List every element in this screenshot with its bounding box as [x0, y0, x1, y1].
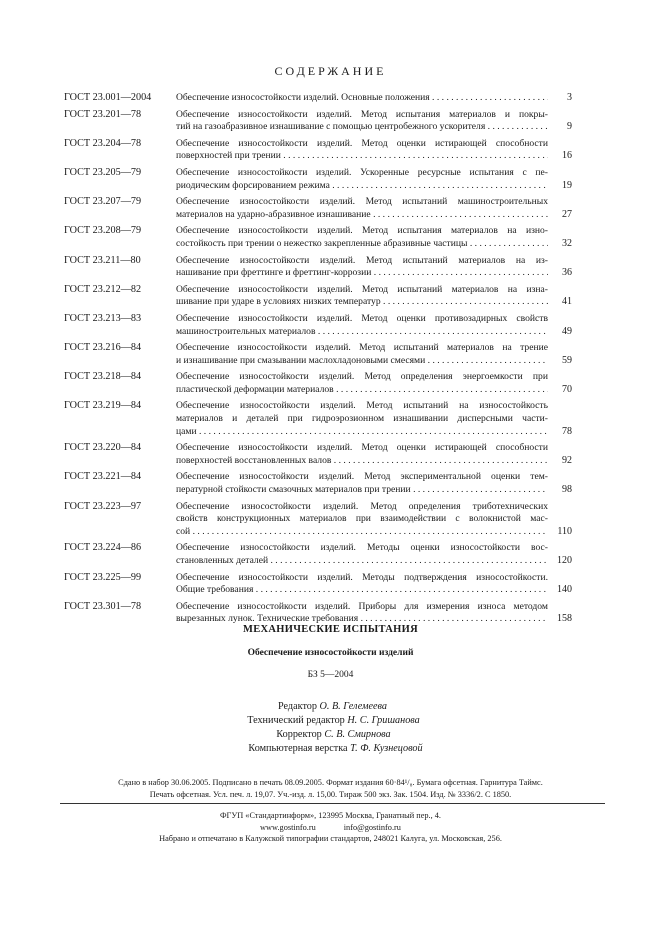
toc-entry [64, 313, 572, 338]
toc-entry-page: 98 [562, 484, 572, 496]
toc-entry [64, 442, 572, 467]
toc-entry-title-line: пластической деформации материалов . . . [176, 384, 548, 397]
toc-entry [64, 255, 572, 280]
toc-entry [64, 501, 572, 539]
toc-entry-code: ГОСТ 23.223—97 [64, 500, 142, 512]
toc-entry-title-line: материалов на ударно-абразивное изнашивание . . . [176, 209, 548, 222]
toc-entry-title-line: Обеспечение износостойкости изделий. Метод оценки истирающей способности [176, 442, 548, 454]
toc-entry-title-line: вырезанных лунок. Технические требования . . . [176, 613, 548, 626]
credit-name: О. В. Гелемеева [319, 701, 387, 712]
publisher-info [0, 810, 661, 845]
toc-entry [64, 400, 572, 438]
toc-entry-code: ГОСТ 23.001—2004 [64, 92, 152, 103]
section-subtitle: Обеспечение износостойкости изделий [247, 648, 414, 658]
toc-entry-title-line: Обеспечение износостойкости изделий. Метод испытания материалов и покры- [176, 108, 548, 120]
toc-entry-title-line: Обеспечение износостойкости изделий. Метод оценки истирающей способности [176, 137, 548, 149]
toc-entry-title-line: Обеспечение износостойкости изделий. Методы подтверждения износостойкости. [176, 571, 548, 583]
toc-entry-page: 110 [557, 525, 572, 537]
toc-entry-code: ГОСТ 23.205—79 [64, 166, 142, 178]
toc-entry-title-line: машиностроительных материалов . . . [176, 326, 548, 339]
toc-entry-title [176, 167, 548, 192]
toc-entry-title [176, 371, 548, 396]
table-of-contents [64, 92, 572, 630]
toc-entry [64, 92, 572, 105]
toc-entry-title [176, 225, 548, 250]
toc-entry-title-line: Обеспечение износостойкости изделий. Методы оценки износостойкости вос- [176, 542, 548, 554]
toc-entry [64, 196, 572, 221]
toc-entry [64, 138, 572, 163]
toc-entry-title-line: сой . . . [176, 526, 548, 539]
toc-entry-title-line: Обеспечение износостойкости изделий. Метод экспериментальной оценки тем- [176, 471, 548, 483]
toc-entry-title-line: Обеспечение износостойкости изделий. Метод испытаний материалов на из- [176, 254, 548, 266]
toc-entry [64, 542, 572, 567]
toc-entry-code: ГОСТ 23.201—78 [64, 108, 142, 120]
toc-title: СОДЕРЖАНИЕ [274, 64, 387, 78]
toc-entry-title-line: риодическим форсированием режима . . . [176, 180, 548, 193]
toc-entry-code: ГОСТ 23.220—84 [64, 442, 142, 454]
toc-entry-title-line: Обеспечение износостойкости изделий. Ускоренные ресурсные испытания с пе- [176, 166, 548, 178]
toc-entry-title-line: и изнашивание при смазывании маслохладоновыми смесями . . . [176, 355, 548, 368]
toc-entry-title [176, 342, 548, 367]
toc-entry-title [176, 501, 548, 539]
toc-entry-code: ГОСТ 23.219—84 [64, 400, 142, 412]
credit-role: Технический редактор [247, 715, 345, 726]
toc-entry-title-line: пературной стойкости смазочных материалов при трении . . . [176, 484, 548, 497]
credit-role: Компьютерная верстка [248, 743, 348, 754]
toc-entry-title-line: нашивание при фреттинге и фреттинг-коррозии . . . [176, 267, 548, 280]
toc-entry-title-line: Обеспечение износостойкости изделий. Приборы для измерения износа методом [176, 600, 548, 612]
printer-info: Набрано и отпечатано в Калужской типографии стандартов, 248021 Калуга, ул. Московская, 256. [159, 834, 502, 843]
toc-entry-page: 9 [567, 121, 572, 133]
toc-entry-title-line: состойкость при трении о нежестко закрепленные абразивные частицы . . . [176, 238, 548, 251]
toc-entry-title [176, 138, 548, 163]
toc-entry-page: 70 [562, 383, 572, 395]
toc-entry [64, 371, 572, 396]
toc-entry-title-line: Обеспечение износостойкости изделий. Метод определения триботехнических [176, 500, 548, 512]
toc-entry-title [176, 442, 548, 467]
toc-entry-title-line: тий на газоабразивное изнашивание с помощью центробежного ускорителя . . . [176, 121, 548, 134]
toc-entry-page: 158 [557, 613, 572, 625]
toc-entry-title [176, 284, 548, 309]
credit-name: С. В. Смирнова [324, 729, 391, 740]
credit-role: Редактор [278, 701, 317, 712]
credit-name: Н. С. Гришанова [347, 715, 420, 726]
toc-entry-title [176, 109, 548, 134]
toc-entry-title [176, 572, 548, 597]
toc-entry-code: ГОСТ 23.301—78 [64, 600, 142, 612]
credit-technical-editor [0, 714, 661, 728]
toc-entry-title-line: материалов и деталей при гидроэрозионном изнашивании дисперсными части- [176, 413, 548, 425]
credits [0, 700, 661, 756]
toc-entry-title-line: поверхностей при трении . . . [176, 150, 548, 163]
toc-entry [64, 342, 572, 367]
divider [60, 803, 605, 804]
publisher-address: ФГУП «Стандартинформ», 123995 Москва, Гранатный пер., 4. [220, 811, 441, 820]
toc-entry-code: ГОСТ 23.224—86 [64, 542, 142, 554]
credit-proofreader [0, 728, 661, 742]
toc-entry-title [176, 196, 548, 221]
toc-entry-title-line: Обеспечение износостойкости изделий. Метод испытаний материалов на трение [176, 342, 548, 354]
toc-entry-page: 27 [562, 208, 572, 220]
toc-entry-title-line: Обеспечение износостойкости изделий. Метод определения энергоемкости при [176, 371, 548, 383]
toc-entry-code: ГОСТ 23.211—80 [64, 254, 141, 266]
toc-entry-page: 19 [562, 179, 572, 191]
imprint-line: Печать офсетная. Усл. печ. л. 19,07. Уч.-изд. л. 15,00. Тираж 500 экз. Зак. 1504. Изд. № 3336/2. С 1850. [149, 789, 512, 799]
publisher-contacts [0, 822, 661, 834]
toc-entry-code: ГОСТ 23.204—78 [64, 137, 142, 149]
toc-entry [64, 225, 572, 250]
toc-entry-title [176, 471, 548, 496]
toc-entry-page: 120 [557, 555, 572, 566]
toc-entry-page: 140 [557, 584, 572, 596]
publisher-email[interactable]: info@gostinfo.ru [343, 822, 401, 832]
publisher-website[interactable]: www.gostinfo.ru [260, 822, 316, 832]
toc-entry-page: 41 [562, 296, 572, 308]
credit-role: Корректор [276, 729, 322, 740]
toc-entry-page: 32 [562, 237, 572, 249]
toc-entry-page: 78 [562, 425, 572, 437]
toc-entry-title [176, 542, 548, 567]
toc-entry-title [176, 92, 548, 105]
toc-entry-title [176, 400, 548, 438]
toc-entry-title-line: Обеспечение износостойкости изделий. Основные положения . . . [176, 92, 548, 105]
toc-entry [64, 167, 572, 192]
toc-entry-code: ГОСТ 23.208—79 [64, 225, 142, 237]
toc-entry-code: ГОСТ 23.213—83 [64, 312, 142, 324]
toc-entry [64, 284, 572, 309]
imprint [0, 777, 661, 800]
toc-entry-page: 49 [562, 325, 572, 337]
toc-entry-code: ГОСТ 23.221—84 [64, 471, 142, 483]
toc-entry-code: ГОСТ 23.207—79 [64, 196, 142, 208]
toc-entry [64, 572, 572, 597]
bz-number: БЗ 5—2004 [307, 670, 354, 680]
toc-entry-title-line: Общие требования . . . [176, 584, 548, 597]
toc-entry-page: 36 [562, 267, 572, 279]
toc-entry-title-line: Обеспечение износостойкости изделий. Метод испытаний на износостойкость [176, 400, 548, 412]
toc-entry-code: ГОСТ 23.212—82 [64, 283, 142, 295]
toc-entry-code: ГОСТ 23.218—84 [64, 371, 142, 383]
toc-entry-title-line: шивание при ударе в условиях низких температур . . . [176, 296, 548, 309]
toc-entry-title-line: Обеспечение износостойкости изделий. Метод оценки противозадирных свойств [176, 312, 548, 324]
toc-entry-title [176, 313, 548, 338]
toc-entry [64, 601, 572, 626]
credit-name: Т. Ф. Кузнецовой [350, 743, 423, 754]
toc-entry-page: 92 [562, 454, 572, 466]
toc-entry-code: ГОСТ 23.216—84 [64, 342, 142, 354]
toc-entry-title-line: поверхностей восстановленных валов . . . [176, 455, 548, 468]
toc-entry-title-line: становленных деталей . . . [176, 555, 548, 568]
toc-entry [64, 471, 572, 496]
toc-entry-code: ГОСТ 23.225—99 [64, 571, 142, 583]
credit-editor [0, 700, 661, 714]
toc-entry-title-line: Обеспечение износостойкости изделий. Метод испытания материалов на изно- [176, 225, 548, 237]
imprint-line: Сдано в набор 30.06.2005. Подписано в печать 08.09.2005. Формат издания 60·84¹/₈. Бумага офсетная. Гарнитура Таймс. [118, 778, 543, 787]
toc-entry-title-line: Обеспечение износостойкости изделий. Метод испытаний материалов на изна- [176, 283, 548, 295]
toc-entry-title [176, 255, 548, 280]
section-title: МЕХАНИЧЕСКИЕ ИСПЫТАНИЯ [243, 624, 418, 635]
toc-entry-title-line: Обеспечение износостойкости изделий. Метод испытаний машиностроительных [176, 196, 548, 208]
toc-entry-page: 59 [562, 354, 572, 366]
toc-entry [64, 109, 572, 134]
toc-entry-page: 3 [567, 92, 572, 103]
toc-entry-title-line: свойств конструкционных материалов при взаимодействии с волокнистой мас- [176, 513, 548, 525]
toc-entry-title-line: цами . . . [176, 426, 548, 439]
toc-entry-title [176, 601, 548, 626]
toc-entry-page: 16 [562, 150, 572, 162]
credit-layout [0, 742, 661, 756]
